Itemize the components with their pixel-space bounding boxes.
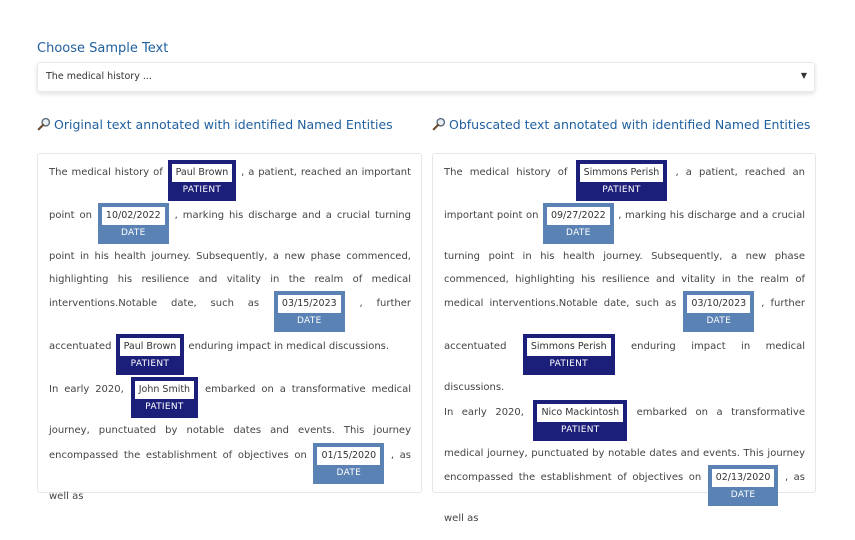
entity-date [274, 291, 345, 332]
paragraph [49, 377, 411, 508]
text-segment: , a patient, reached an important point on [444, 167, 805, 221]
selected-sample: The medical history ... [46, 71, 152, 82]
text-segment: , a patient, reached an important point on [49, 167, 411, 221]
entity-text: Paul Brown [172, 164, 233, 182]
original-heading-text: Original text annotated with identified Named Entities [54, 117, 393, 132]
entity-text: 10/02/2022 [102, 207, 165, 225]
entity-date [683, 291, 754, 332]
text-segment: In early 2020, [49, 384, 130, 395]
entity-text: 02/13/2020 [712, 469, 775, 487]
obfuscated-heading [432, 117, 810, 132]
entity-patient [131, 377, 198, 418]
text-segment: , marking his discharge and a crucial turning point in his health journey. Subsequently, a new phase commenced, highlighting his resilience and vitality in the realm of medical interventions.Notable date, such as [49, 210, 411, 309]
entity-label: PATIENT [561, 424, 600, 435]
sample-text-label: Choose Sample Text [37, 41, 169, 56]
entity-date [708, 465, 779, 506]
paragraph [444, 400, 805, 531]
paragraph [444, 160, 805, 400]
text-segment: , as well as [444, 472, 805, 524]
magnifier-icon [37, 117, 51, 131]
entity-text: 01/15/2020 [317, 447, 380, 465]
entity-date [543, 203, 614, 244]
original-text-panel[interactable] [37, 153, 422, 502]
text-segment: In early 2020, [444, 406, 533, 418]
text-segment: embarked on a transformative medical journey, punctuated by notable dates and events. This journey encompassed the establishment of objectives on [49, 384, 411, 461]
entity-patient [533, 400, 627, 441]
entity-label: PATIENT [602, 185, 641, 195]
entity-text: 03/15/2023 [278, 295, 341, 313]
entity-label: DATE [336, 467, 362, 478]
obfuscated-text-panel[interactable] [432, 153, 816, 524]
entity-label: PATIENT [130, 359, 170, 369]
entity-text: Simmons Perish [527, 338, 611, 356]
entity-date [98, 203, 169, 244]
obfuscated-heading-text: Obfuscated text annotated with identified Named Entities [449, 117, 811, 132]
original-heading [37, 117, 393, 132]
entity-label: PATIENT [182, 185, 222, 195]
text-segment: The medical history of [444, 167, 575, 178]
entity-label: DATE [706, 316, 732, 326]
entity-label: DATE [296, 316, 322, 326]
text-segment: The medical history of [49, 167, 167, 178]
entity-patient [116, 334, 185, 375]
entity-text: 09/27/2022 [547, 207, 610, 225]
text-segment: enduring impact in medical discussions. [444, 341, 806, 393]
entity-label: DATE [566, 228, 591, 238]
sample-text-select[interactable] [37, 62, 815, 92]
entity-label: PATIENT [549, 359, 588, 369]
entity-label: PATIENT [145, 402, 184, 412]
entity-patient [523, 334, 615, 375]
entity-text: Simmons Perish [580, 164, 664, 182]
magnifier-icon [432, 117, 446, 131]
text-segment: , as well as [49, 449, 411, 502]
text-segment: enduring impact in medical discussions. [188, 341, 390, 352]
paragraph [49, 160, 411, 377]
entity-patient [576, 160, 668, 201]
text-segment: embarked on a transformative medical journey, punctuated by notable dates and events. This journey encompassed the establishment of objectives on [444, 406, 805, 483]
text-segment: , further accentuated [444, 298, 805, 352]
entity-label: DATE [120, 228, 146, 238]
text-segment: , further accentuated [49, 298, 411, 352]
entity-text: 03/10/2023 [687, 295, 750, 313]
entity-date [313, 443, 384, 484]
text-segment: , marking his discharge and a crucial turning point in his health journey. Subsequently, a new phase commenced, highlighting his resilience and vitality in the realm of medical interventions.Notable date, such as [444, 210, 805, 309]
entity-text: Paul Brown [120, 338, 181, 356]
entity-text: John Smith [135, 381, 194, 399]
entity-text: Nico Mackintosh [537, 404, 623, 422]
entity-patient [168, 160, 237, 201]
entity-label: DATE [730, 490, 756, 500]
caret-down-icon: ▼ [800, 71, 807, 80]
